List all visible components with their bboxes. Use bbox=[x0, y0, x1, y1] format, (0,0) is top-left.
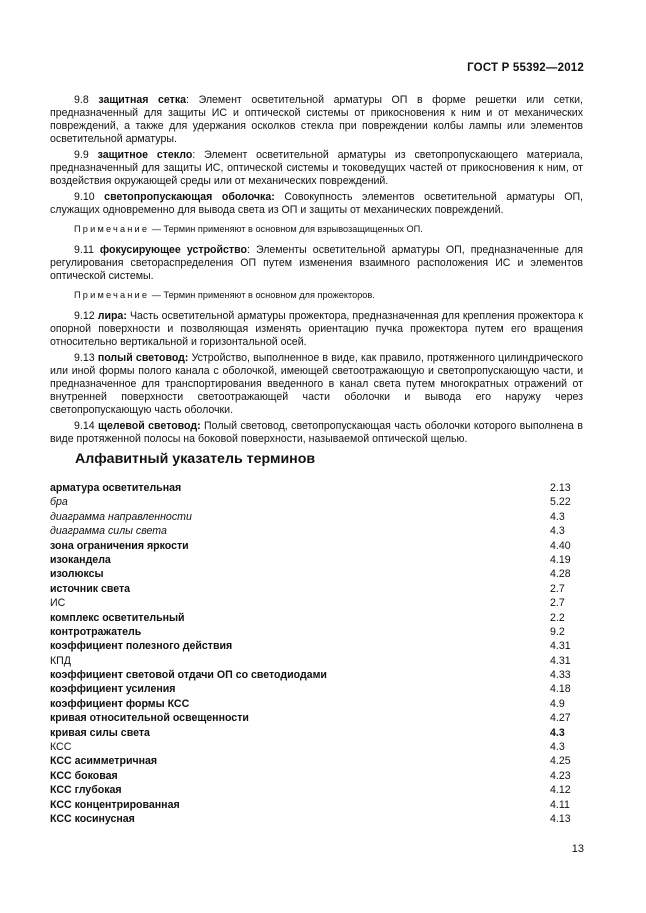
index-ref: 2.2 bbox=[550, 611, 565, 624]
index-entry bbox=[50, 697, 583, 711]
index-entry bbox=[50, 812, 583, 826]
index-ref: 4.3 bbox=[550, 726, 565, 739]
index-entry bbox=[50, 668, 583, 682]
index-entry bbox=[50, 524, 583, 538]
index-ref: 2.7 bbox=[550, 597, 565, 610]
definition-9-13: 9.13 полый световод: Устройство, выполненное в виде, как правило, протяженного цилиндрического или иной формы полого канала с оболочкой, имеющей светоотражающую и светопропускающую части, и предназначенное для транспортирования введенного в канал света путем многократных отражений от внутренней поверхности светоотражающей части оболочки и вывода его наружу через светопропускающую часть оболочки. bbox=[50, 352, 583, 416]
index-term: КСС концентрированная bbox=[50, 798, 180, 811]
index-term: источник света bbox=[50, 582, 131, 595]
index-term: комплекс осветительный bbox=[50, 611, 185, 624]
index-ref: 4.31 bbox=[550, 640, 571, 653]
definitions-section bbox=[50, 94, 583, 449]
index-term: коэффициент световой отдачи ОП со светодиодами bbox=[50, 669, 327, 682]
index-ref: 4.23 bbox=[550, 769, 571, 782]
page-number: 13 bbox=[571, 843, 584, 855]
index-entry bbox=[50, 553, 583, 567]
index-entry bbox=[50, 510, 583, 524]
index-ref: 9.2 bbox=[550, 625, 565, 638]
index-term: зона ограничения яркости bbox=[50, 539, 189, 552]
index-ref: 4.31 bbox=[550, 654, 571, 667]
index-term: коэффициент формы КСС bbox=[50, 697, 190, 710]
index-entry bbox=[50, 654, 583, 668]
index-entry bbox=[50, 596, 583, 610]
index-entry bbox=[50, 682, 583, 696]
index-ref: 4.3 bbox=[550, 525, 565, 538]
note-9-10: Примечание — Термин применяют в основном для взрывозащищенных ОП. bbox=[74, 224, 423, 234]
index-entry bbox=[50, 639, 583, 653]
index-title: Алфавитный указатель терминов bbox=[75, 451, 316, 467]
index-term: КСС косинусная bbox=[50, 812, 135, 825]
index-term: контротражатель bbox=[50, 625, 142, 638]
note-9-11: Примечание — Термин применяют в основном для прожекторов. bbox=[74, 290, 375, 300]
index-entry bbox=[50, 711, 583, 725]
index-term: диаграмма направленности bbox=[50, 510, 192, 523]
index-term: кривая силы света bbox=[50, 726, 150, 739]
index-ref: 4.40 bbox=[550, 539, 571, 552]
index-ref: 4.3 bbox=[550, 741, 565, 754]
index-term: арматура осветительная bbox=[50, 482, 182, 494]
definition-9-8: 9.8 защитная сетка: Элемент осветительной арматуры ОП в форме решетки или сетки, предназначенный для защиты ИС и оптической системы от прикосновения к ним и от механических повреждений, а также для удержания осколков стекла при повреждении колбы лампы или элементов осветительной арматуры. bbox=[50, 94, 583, 145]
index-ref: 4.28 bbox=[550, 568, 571, 581]
index-ref: 4.12 bbox=[550, 784, 571, 797]
index-term: коэффициент полезного действия bbox=[50, 640, 233, 653]
index-ref: 4.27 bbox=[550, 712, 571, 725]
index-term: ИС bbox=[50, 597, 66, 610]
index-entry bbox=[50, 611, 583, 625]
definition-9-12: 9.12 лира: Часть осветительной арматуры прожектора, предназначенная для крепления прожектора к опорной поверхности и позволяющая изменять ориентацию пучка прожектора путем его вращения относительно вертикальной и горизонтальной осей. bbox=[50, 310, 583, 348]
index-term: кривая относительной освещенности bbox=[50, 712, 249, 725]
index-entry bbox=[50, 726, 583, 740]
index-term: КСС глубокая bbox=[50, 784, 122, 797]
index-term: диаграмма силы света bbox=[50, 525, 167, 538]
index-ref: 2.13 bbox=[550, 482, 571, 494]
index-entry bbox=[50, 582, 583, 596]
index-ref: 4.9 bbox=[550, 697, 565, 710]
index-entry bbox=[50, 625, 583, 639]
index-term: изокандела bbox=[50, 553, 111, 566]
index-entry bbox=[50, 740, 583, 754]
index-term: коэффициент усиления bbox=[50, 683, 176, 696]
definition-9-9: 9.9 защитное стекло: Элемент осветительной арматуры из светопропускающего материала, предназначенный для защиты ИС, оптической системы и токоведущих частей от прикосновения к ним, от воздействия окружающей среды или от механических повреждений. bbox=[50, 149, 583, 187]
index-ref: 5.22 bbox=[550, 496, 571, 509]
index-ref: 4.19 bbox=[550, 553, 571, 566]
index-entry bbox=[50, 539, 583, 553]
index-ref: 4.18 bbox=[550, 683, 571, 696]
index-entry bbox=[50, 783, 583, 797]
index-term: изолюксы bbox=[50, 568, 104, 581]
definition-9-14: 9.14 щелевой световод: Полый световод, светопропускающая часть оболочки которого выполнена в виде протяженной полосы на боковой поверхности, называемой оптической щелью. bbox=[50, 420, 583, 445]
index-ref: 4.13 bbox=[550, 812, 571, 825]
definition-9-10: 9.10 светопропускающая оболочка: Совокупность элементов осветительной арматуры ОП, служащих одновременно для вывода света из ОП и защиты от механических повреждений. bbox=[50, 191, 583, 216]
document-code: ГОСТ Р 55392—2012 bbox=[467, 62, 584, 74]
index-entry bbox=[50, 495, 583, 509]
index-entry bbox=[50, 798, 583, 812]
index-entry bbox=[50, 567, 583, 581]
index-ref: 4.33 bbox=[550, 669, 571, 682]
index-term: КСС bbox=[50, 741, 72, 754]
index-term: КСС асимметричная bbox=[50, 755, 158, 768]
index-term: КПД bbox=[50, 654, 71, 667]
index-term: бра bbox=[50, 496, 68, 509]
index-term: КСС боковая bbox=[50, 769, 118, 782]
index-ref: 4.3 bbox=[550, 510, 565, 523]
definition-9-11: 9.11 фокусирующее устройство: Элементы осветительной арматуры ОП, предназначенные для регулирования светораспределения ОП путем изменения взаимного расположения ИС и элементов оптической системы. bbox=[50, 244, 583, 282]
index-entry bbox=[50, 481, 583, 495]
index-ref: 4.11 bbox=[550, 798, 570, 811]
index-entry bbox=[50, 754, 583, 768]
index-entry bbox=[50, 769, 583, 783]
term-index bbox=[50, 481, 583, 826]
index-ref: 4.25 bbox=[550, 755, 571, 768]
index-ref: 2.7 bbox=[550, 582, 565, 595]
